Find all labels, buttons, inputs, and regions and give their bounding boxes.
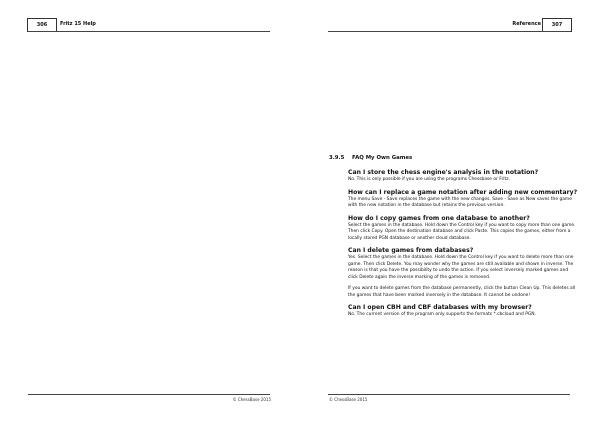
footer-copyright: © ChessBase 2015 — [232, 397, 271, 402]
faq-answer: Yes. Select the games in the database. Hold down the Control key if you want to delete more than one game. Then click Delete. You may wonder why the games are still available and shown in inverse. The reason is that you have the possibility to undo the action. If you select inversely marked games and click Delete again the inverse marking of the games is removed. — [348, 255, 574, 280]
faq-answer: No. This is only possible if you are using the programs Chessbase or Fritz. — [348, 177, 510, 182]
faq-content — [329, 155, 577, 324]
page-number: 307 — [551, 22, 563, 28]
page-number-box — [27, 18, 57, 32]
page-number: 306 — [36, 22, 48, 28]
faq-item — [348, 215, 577, 243]
faq-question: How can I replace a game notation after adding new commentary? — [348, 188, 578, 196]
faq-answer: If you want to delete games from the database permanently, click the button Clean Up. This deletes all the games that have been marked inversely in the database. It cannot be undone! — [348, 286, 576, 298]
footer-rule — [28, 394, 270, 395]
faq-item — [348, 247, 577, 299]
faq-question: Can I delete games from databases? — [348, 247, 474, 254]
section-number: 3.9.5 — [329, 155, 345, 161]
faq-item — [348, 189, 577, 210]
section-title: FAQ My Own Games — [352, 155, 413, 161]
faq-question: Can I store the chess engine's analysis in the notation? — [348, 169, 539, 176]
faq-answer: Select the games in the database. Hold down the Control key if you want to copy more than one game. Then click Copy. Open the destination database and click Paste. This copies the games, either from a locally stored PGN database or another cloud database. — [348, 222, 576, 241]
faq-item — [348, 169, 577, 184]
section-heading — [329, 155, 577, 165]
page-number-box — [542, 18, 572, 32]
header-rule — [328, 31, 570, 32]
faq-question: How do I copy games from one database to another? — [348, 214, 530, 222]
header-title: Reference — [512, 21, 541, 27]
header-title: Fritz 15 Help — [60, 21, 96, 27]
faq-answer: The menu Save - Save replaces the game with the new changes. Save - Save as New saves the game with the new notation in the database but retains the previous version. — [348, 196, 572, 208]
faq-answer: No. The current version of the program only supports the formats *.cbcloud and PGN. — [348, 312, 536, 317]
footer-copyright: © ChessBase 2015 — [329, 397, 368, 402]
header-rule — [28, 31, 270, 32]
footer-rule — [328, 394, 570, 395]
faq-question: Can I open CBH and CBF databases with my browser? — [348, 304, 532, 311]
faq-item — [348, 304, 577, 319]
